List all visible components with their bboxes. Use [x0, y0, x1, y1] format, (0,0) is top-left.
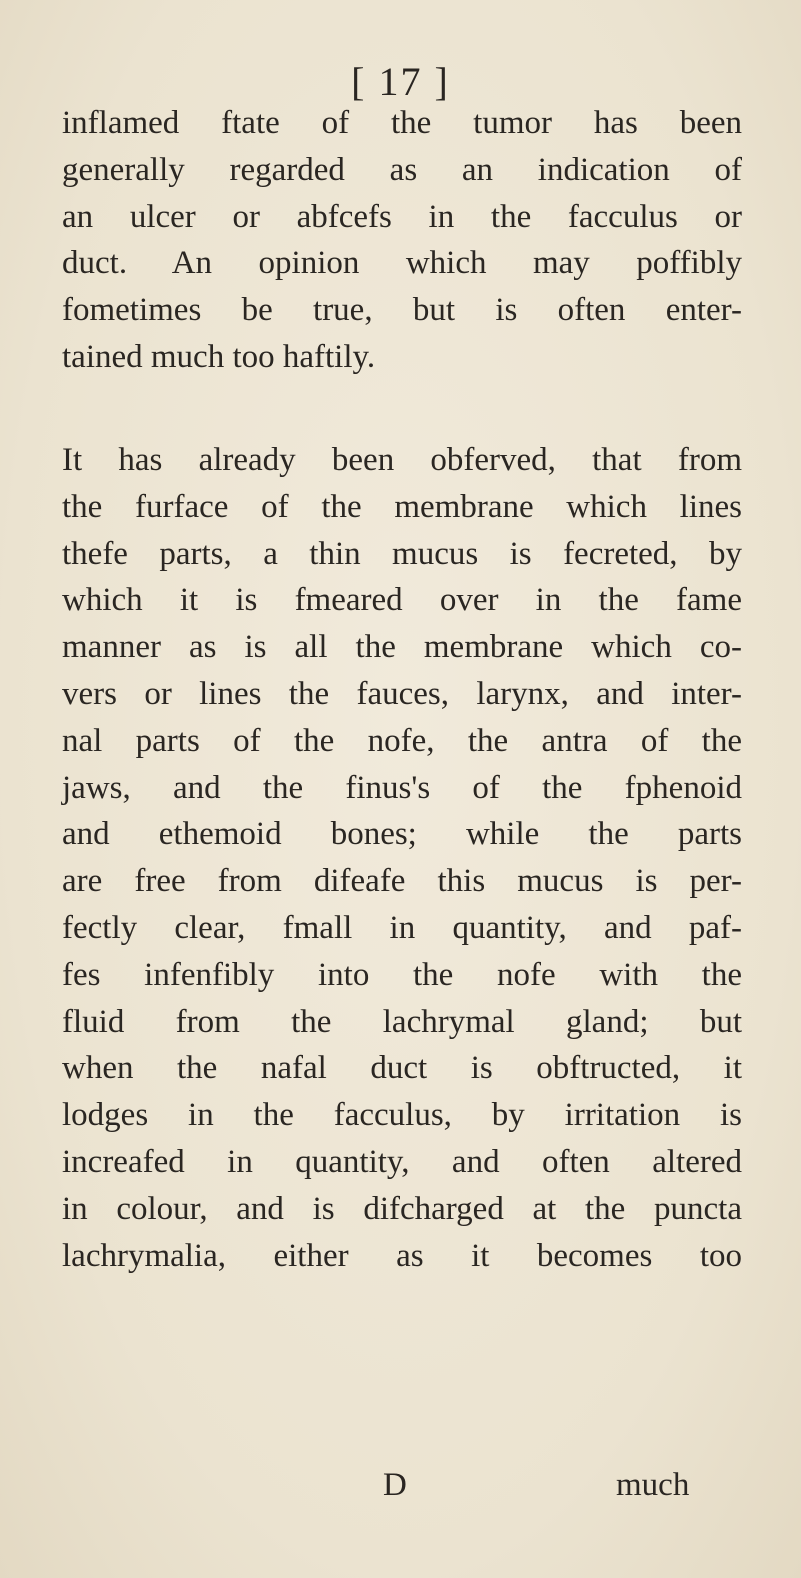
text-line: inflamed ftate of the tumor has been — [62, 105, 742, 141]
page-number: [ 17 ] — [351, 59, 450, 104]
paragraph-1 — [62, 100, 742, 381]
text-line: vers or lines the fauces, larynx, and inter- — [62, 675, 742, 712]
text-line: fectly clear, fmall in quantity, and paf- — [62, 909, 742, 946]
catchword: much — [616, 1467, 690, 1503]
text-line: in colour, and is difcharged at the puncta — [62, 1190, 742, 1227]
text-line: lachrymalia, either as it becomes too — [62, 1237, 742, 1274]
text-line: nal parts of the nofe, the antra of the — [62, 722, 742, 759]
text-line: when the nafal duct is obftructed, it — [62, 1050, 742, 1087]
text-line: which it is fmeared over in the fame — [62, 582, 742, 619]
text-line: tained much too haftily. — [62, 338, 376, 375]
text-line: are free from difeafe this mucus is per- — [62, 863, 742, 900]
text-line: generally regarded as an indication of — [62, 151, 742, 188]
paragraph-2 — [62, 437, 742, 1279]
text-line: fes infenfibly into the nofe with the — [62, 956, 742, 993]
text-line: an ulcer or abfcefs in the facculus or — [62, 198, 742, 235]
text-line: manner as is all the membrane which co- — [62, 629, 742, 666]
text-line: the furface of the membrane which lines — [62, 488, 742, 525]
text-line: lodges in the facculus, by irritation is — [62, 1097, 742, 1134]
text-line: thefe parts, a thin mucus is fecreted, by — [62, 535, 742, 572]
text-line: and ethemoid bones; while the parts — [62, 816, 742, 853]
text-line: fluid from the lachrymal gland; but — [62, 1003, 742, 1040]
signature-mark: D — [383, 1467, 407, 1503]
page-footer — [0, 1467, 801, 1513]
text-line: jaws, and the finus's of the fphenoid — [62, 769, 742, 806]
text-line: fometimes be true, but is often enter- — [62, 292, 742, 329]
text-line: duct. An opinion which may poffibly — [62, 245, 742, 282]
text-line: It has already been obferved, that from — [62, 442, 742, 478]
text-line: increafed in quantity, and often altered — [62, 1143, 742, 1180]
